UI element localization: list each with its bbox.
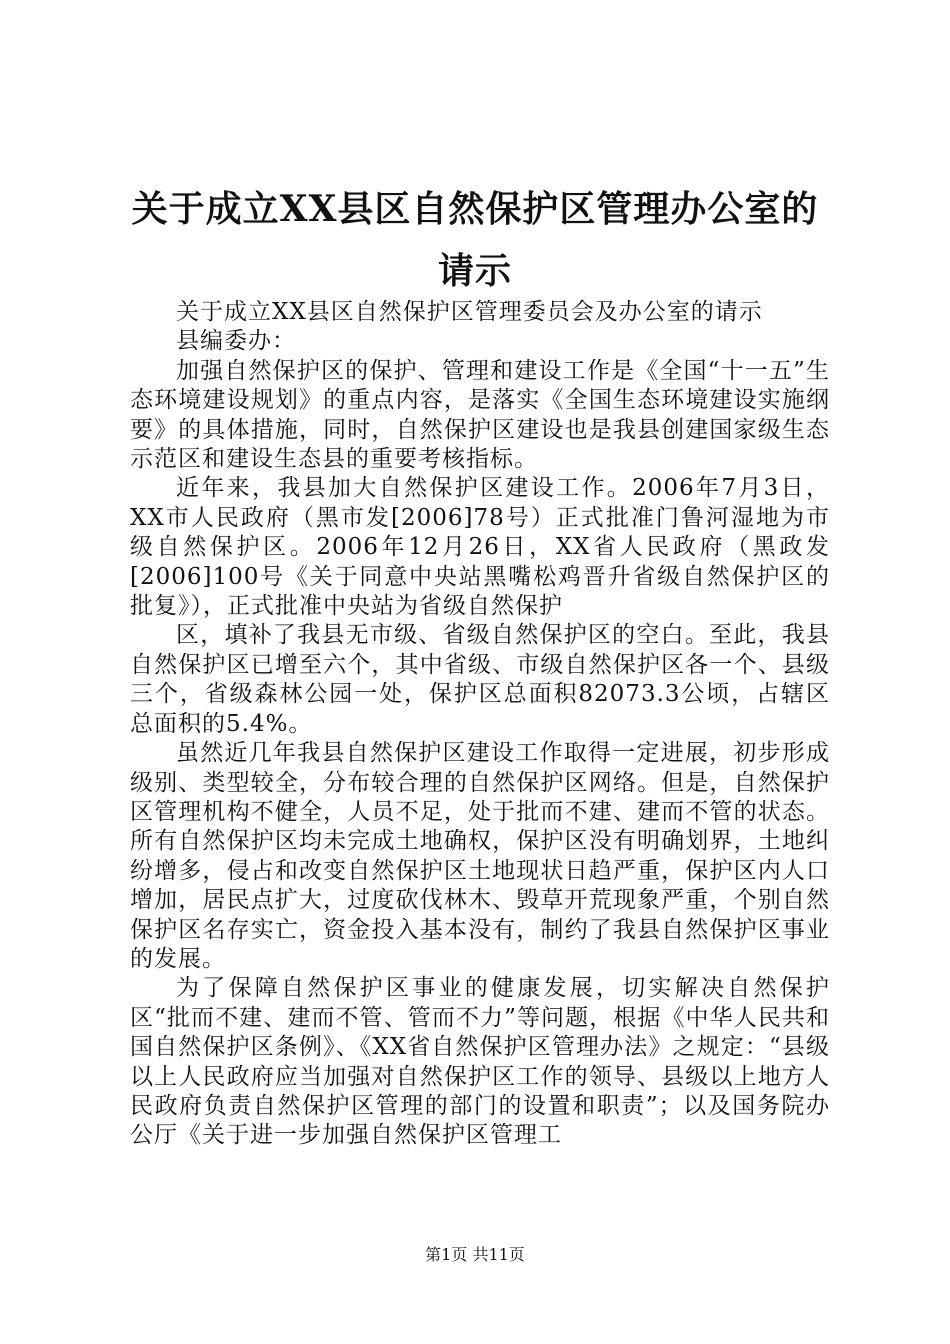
- body-paragraph: 虽然近几年我县自然保护区建设工作取得一定进展，初步形成级别、类型较全，分布较合理的自然保护区网络。但是，自然保护区管理机构不健全，人员不足，处于批而不建、建而不管的状态。所有自然保护区均未完成土地确权，保护区没有明确划界，土地纠纷增多，侵占和改变自然保护区土地现状日趋严重，保护区内人口增加，居民点扩大，过度砍伐林木、毁草开荒现象严重，个别自然保护区名存实亡，资金投入基本没有，制约了我县自然保护区事业的发展。: [130, 740, 830, 972]
- document-title: 关于成立XX县区自然保护区管理办公室的请示: [131, 188, 819, 292]
- body-paragraph: 为了保障自然保护区事业的健康发展，切实解决自然保护区“批而不建、建而不管、管而不力”等问题，根据《中华人民共和国自然保护区条例》、《XX省自然保护区管理办法》之规定：“县级以上人民政府应当加强对自然保护区工作的领导、县级以上地方人民政府负责自然保护区管理的部门的设置和职责”；以及国务院办公厅《关于进一步加强自然保护区管理工: [130, 975, 830, 1149]
- body-paragraph: 近年来，我县加大自然保护区建设工作。2006年7月3日，XX市人民政府（黑市发[2006]78号）正式批准门鲁河湿地为市级自然保护区。2006年12月26日，XX省人民政府（黑政发[2006]100号《关于同意中央站黑嘴松鸡晋升省级自然保护区的批复》），正式批准中央站为省级自然保护: [130, 475, 830, 620]
- subtitle-paragraph: 关于成立XX县区自然保护区管理委员会及办公室的请示: [176, 299, 763, 325]
- body-paragraph: 加强自然保护区的保护、管理和建设工作是《全国“十一五”生态环境建设规划》的重点内容，是落实《全国生态环境建设实施纲要》的具体措施，同时，自然保护区建设也是我县创建国家级生态示范区和建设生态县的重要考核指标。: [130, 357, 830, 473]
- document-body: [130, 298, 830, 1151]
- body-paragraph: 区，填补了我县无市级、省级自然保护区的空白。至此，我县自然保护区已增至六个，其中省级、市级自然保护区各一个、县级三个，省级森林公园一处，保护区总面积82073.3公顷，占辖区总面积的5.4%。: [130, 622, 830, 737]
- salutation-paragraph: 县编委办：: [176, 328, 296, 355]
- page-number-footer: 第1页 共11页: [425, 1245, 525, 1264]
